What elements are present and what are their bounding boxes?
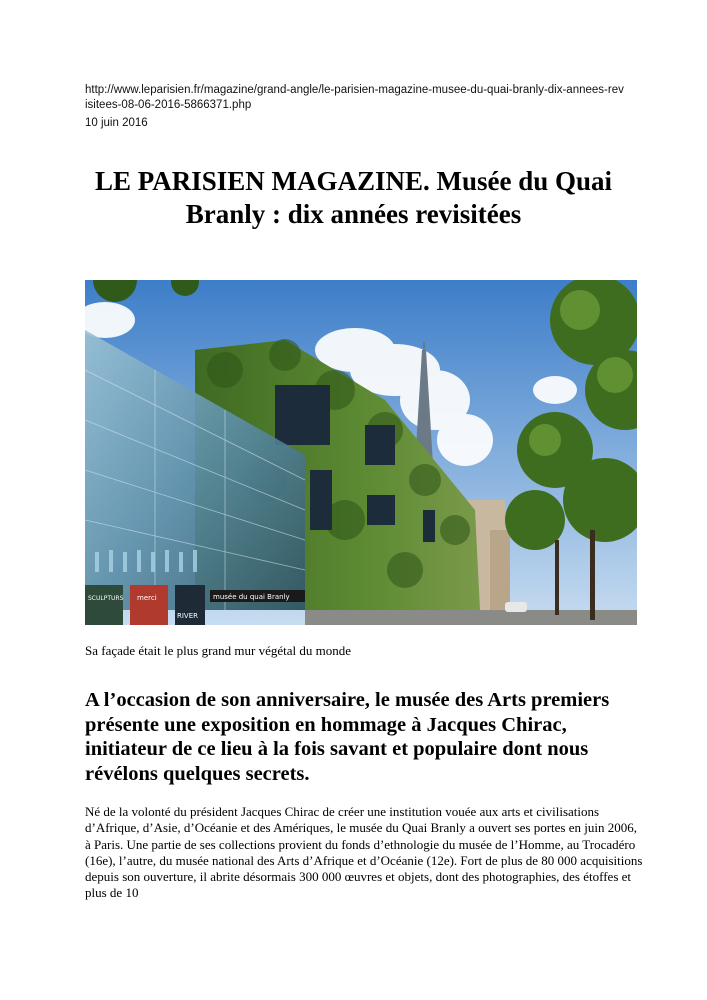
source-date: 10 juin 2016	[85, 117, 148, 129]
museum-sign-text: musée du quai Branly	[213, 593, 290, 601]
source-url[interactable]: http://www.leparisien.fr/magazine/grand-angle/le-parisien-magazine-musee-du-quai-branly-dix-annees-revisitees-08-06-2016-5866371.php	[85, 84, 624, 111]
poster-river-text: RIVER	[177, 612, 199, 620]
photo-caption: Sa façade était le plus grand mur végétal du monde	[85, 643, 352, 658]
poster-merci	[130, 585, 168, 625]
poster-sculpturs-text: SCULPTURS	[88, 595, 124, 602]
article-photo	[85, 280, 637, 625]
article-title: LE PARISIEN MAGAZINE. Musée du Quai Branly : dix années revisitées	[94, 166, 613, 229]
article-body: Né de la volonté du président Jacques Chirac de créer une institution vouée aux arts et civilisations d’Afrique, d’Asie, d’Océanie et des Amériques, le musée du Quai Branly a ouvert ses portes en juin 2006, à Paris. Une partie de ses collections provient du fonds d’ethnologie du musée de l’Homme, au Trocadéro (16e), l’autre, du musée national des Arts d’Afrique et d’Océanie (12e). Fort de plus de 80 000 acquisitions depuis son ouverture, il abrite désormais 300 000 œuvres et objets, dont des photographies, des étoffes et plus de 10	[85, 804, 643, 901]
museum-facade-illustration	[85, 280, 637, 625]
article-lede: A l’occasion de son anniversaire, le musée des Arts premiers présente une exposition en hommage à Jacques Chirac, initiateur de ce lieu à la fois savant et populaire dont nous révélons quelques secrets.	[85, 689, 610, 785]
car	[505, 602, 527, 612]
poster-sculpturs	[85, 585, 123, 625]
street	[305, 610, 637, 625]
poster-merci-text: merci	[137, 594, 157, 602]
